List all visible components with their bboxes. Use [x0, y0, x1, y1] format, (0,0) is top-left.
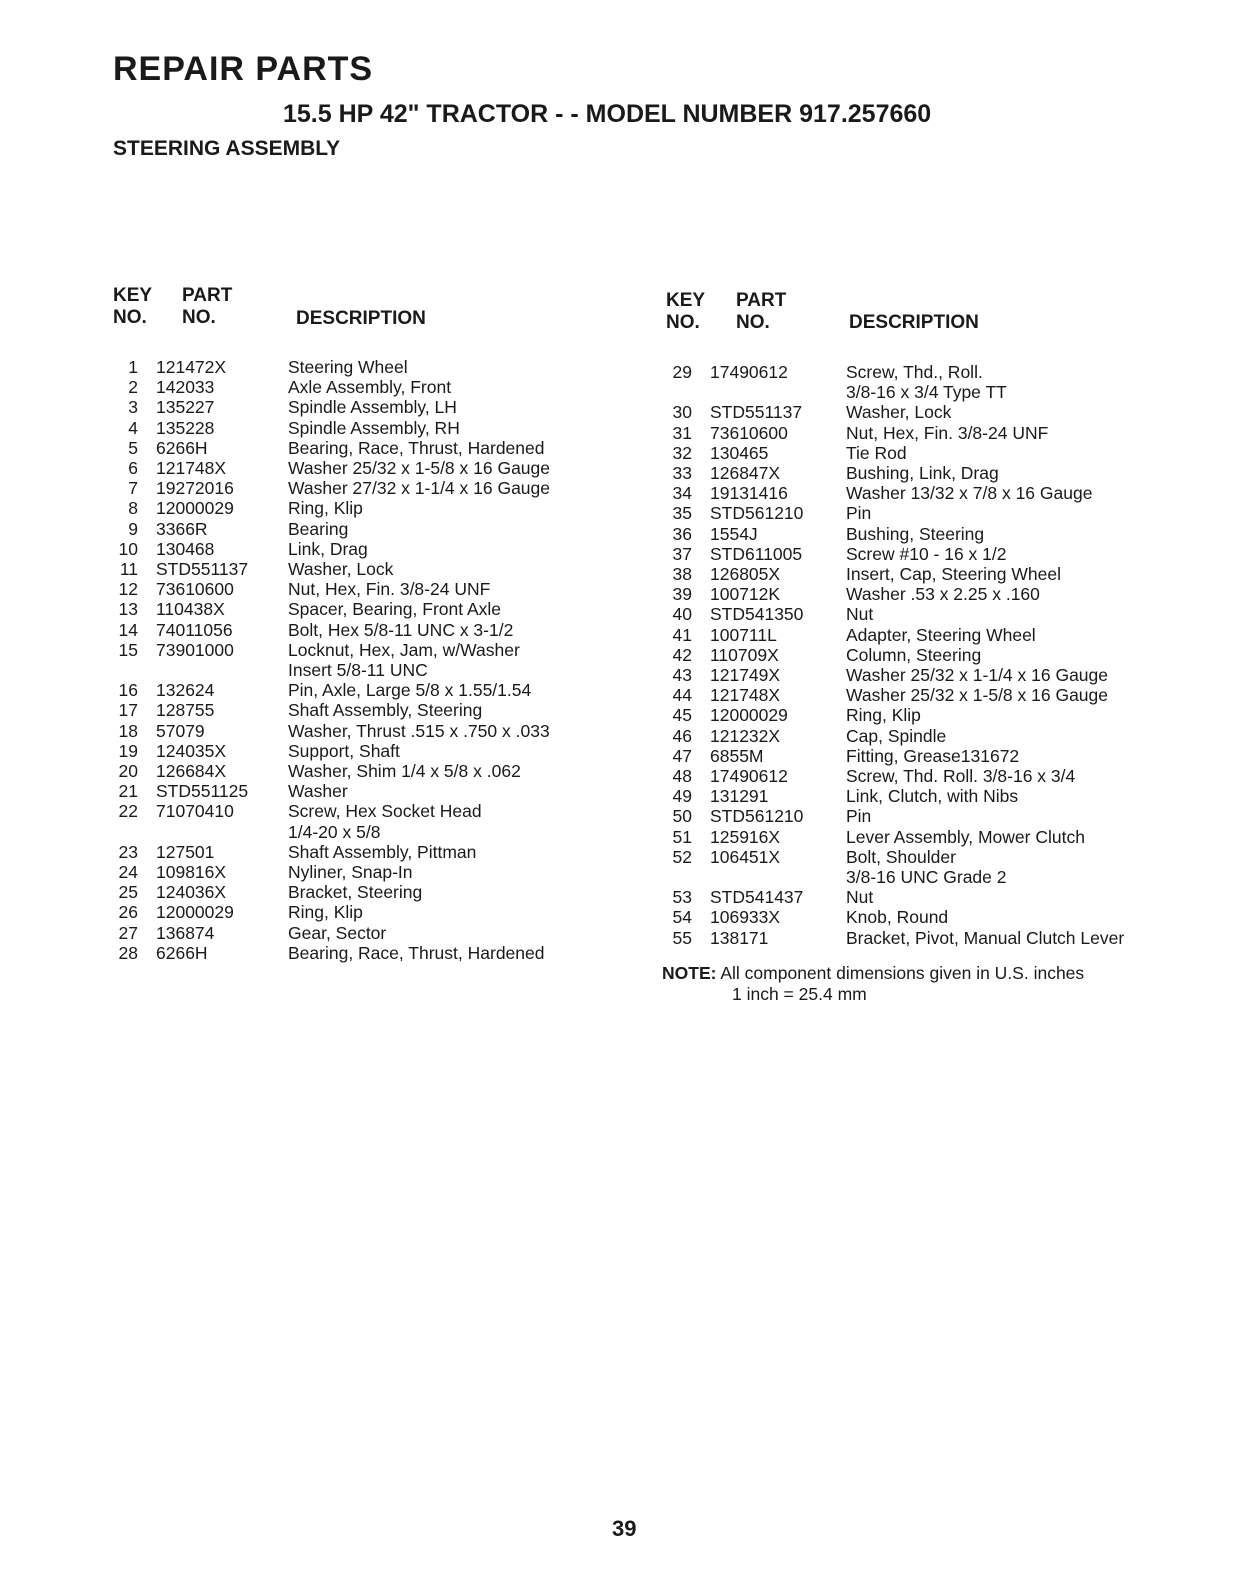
part-row: [108, 620, 550, 640]
part-row: [662, 645, 1124, 665]
part-row: [108, 418, 550, 438]
key-number: 7: [128, 478, 138, 499]
left-description-header: DESCRIPTION: [296, 308, 426, 329]
part-description: Pin: [846, 503, 872, 524]
part-row: [662, 827, 1124, 847]
part-row: [662, 625, 1124, 645]
right-parts-list: [662, 362, 1124, 948]
part-row: [108, 680, 550, 700]
part-number: 100712K: [710, 584, 781, 605]
part-row: [108, 862, 550, 882]
part-description: Bracket, Steering: [288, 882, 423, 903]
part-number: [138, 660, 288, 680]
part-number: 6855M: [710, 745, 764, 766]
key-number: 46: [672, 725, 692, 746]
part-description: Nut, Hex, Fin. 3/8-24 UNF: [288, 579, 491, 600]
key-number: 18: [118, 720, 138, 741]
part-number: 73901000: [156, 639, 234, 660]
key-number: 4: [128, 417, 138, 438]
part-number: 128755: [156, 700, 215, 721]
key-number: 11: [119, 559, 138, 580]
part-description: Washer, Thrust .515 x .750 x .033: [288, 720, 550, 741]
key-number: 45: [672, 705, 692, 726]
part-row: [108, 377, 550, 397]
left-key-header: KEY NO.: [113, 285, 153, 328]
part-row: [108, 781, 550, 801]
part-row: [662, 604, 1124, 624]
part-row-continuation: [108, 660, 550, 680]
part-description: Link, Drag: [288, 538, 368, 559]
part-row: [662, 423, 1124, 443]
part-row: [662, 746, 1124, 766]
part-row: [662, 564, 1124, 584]
part-row: [108, 539, 550, 559]
note-line-2: 1 inch = 25.4 mm: [732, 983, 867, 1004]
part-number: 135228: [156, 417, 215, 438]
part-row: [108, 801, 550, 821]
part-number: [692, 867, 846, 887]
part-number: 132624: [156, 680, 215, 701]
key-number: 49: [672, 786, 692, 807]
key-number: 41: [672, 624, 692, 645]
part-description: 3/8-16 UNC Grade 2: [846, 867, 1007, 888]
key-number: 42: [672, 644, 692, 665]
part-number: 121232X: [710, 725, 781, 746]
part-description: Lever Assembly, Mower Clutch: [846, 826, 1085, 847]
part-row: [108, 478, 550, 498]
key-number: [662, 867, 692, 887]
part-description: Washer 25/32 x 1-5/8 x 16 Gauge: [288, 458, 551, 479]
key-number: 35: [672, 503, 692, 524]
part-description: Spindle Assembly, RH: [288, 417, 460, 438]
key-number: 25: [118, 882, 138, 903]
part-description: Shaft Assembly, Steering: [288, 700, 483, 721]
part-row: [662, 907, 1124, 927]
part-description: Knob, Round: [846, 907, 949, 928]
part-description: Washer 13/32 x 7/8 x 16 Gauge: [846, 483, 1093, 504]
key-number: 3: [128, 397, 138, 418]
key-number: 20: [118, 761, 138, 782]
part-number: 121748X: [156, 458, 227, 479]
part-number: 121472X: [156, 357, 227, 377]
part-number: 74011056: [156, 619, 233, 640]
part-description: Nyliner, Snap-In: [288, 862, 413, 883]
part-description: Bushing, Link, Drag: [846, 463, 999, 484]
part-row: [108, 458, 550, 478]
part-number: 71070410: [156, 801, 234, 822]
part-row: [662, 726, 1124, 746]
key-number: 44: [672, 685, 692, 706]
part-description: Bearing: [288, 518, 349, 539]
part-row: [662, 705, 1124, 725]
part-description: Column, Steering: [846, 644, 982, 665]
key-number: 1: [128, 357, 138, 377]
part-description: Washer 25/32 x 1-5/8 x 16 Gauge: [846, 685, 1109, 706]
part-description: Screw, Hex Socket Head: [288, 801, 482, 822]
key-number: [108, 822, 138, 842]
part-description: Bolt, Shoulder: [846, 846, 956, 867]
part-description: Washer .53 x 2.25 x .160: [846, 584, 1040, 605]
key-number: 38: [672, 564, 692, 585]
key-number: 24: [118, 862, 138, 883]
part-number: 12000029: [156, 902, 234, 923]
part-description: Locknut, Hex, Jam, w/Washer: [288, 639, 520, 660]
part-description: Bolt, Hex 5/8-11 UNC x 3-1/2: [288, 619, 514, 640]
part-row: [108, 902, 550, 922]
key-number: 55: [672, 927, 692, 948]
part-row: [662, 786, 1124, 806]
part-row: [662, 483, 1124, 503]
part-number: 12000029: [156, 498, 234, 519]
part-number: 109816X: [156, 862, 227, 883]
part-number: 73610600: [156, 579, 234, 600]
part-description: Bracket, Pivot, Manual Clutch Lever: [846, 927, 1125, 948]
key-number: [108, 660, 138, 680]
part-description: Ring, Klip: [288, 498, 363, 519]
part-number: 17490612: [710, 766, 788, 787]
part-number: 57079: [156, 720, 205, 741]
part-number: 3366R: [156, 518, 208, 539]
part-row: [108, 923, 550, 943]
part-description: Ring, Klip: [288, 902, 363, 923]
key-number: 51: [672, 826, 692, 847]
part-row: [662, 887, 1124, 907]
key-number: 21: [118, 781, 138, 802]
part-row-continuation: [662, 867, 1124, 887]
left-part-header: PART NO.: [182, 285, 233, 328]
key-number: 34: [672, 483, 692, 504]
key-number: 13: [118, 599, 138, 620]
model-title: 15.5 HP 42" TRACTOR - - MODEL NUMBER 917.257660: [283, 100, 932, 128]
part-description: Washer, Shim 1/4 x 5/8 x .062: [288, 761, 521, 782]
part-number: STD561210: [710, 806, 804, 827]
part-number: 6266H: [156, 942, 208, 963]
part-number: 127501: [156, 841, 215, 862]
key-number: 6: [128, 458, 138, 479]
part-number: 138171: [710, 927, 769, 948]
part-row: [662, 463, 1124, 483]
part-row: [662, 847, 1124, 867]
key-number: 52: [672, 846, 692, 867]
part-description: Ring, Klip: [846, 705, 921, 726]
part-description: Screw, Thd. Roll. 3/8-16 x 3/4: [846, 766, 1076, 787]
part-row: [108, 498, 550, 518]
part-row: [662, 524, 1124, 544]
part-row: [108, 842, 550, 862]
part-description: Pin: [846, 806, 872, 827]
part-number: 126847X: [710, 463, 781, 484]
page-number: 39: [612, 1516, 637, 1541]
key-number: 30: [672, 402, 692, 423]
key-number: 22: [118, 801, 138, 822]
part-number: 1554J: [710, 523, 758, 544]
part-description: Washer, Lock: [846, 402, 952, 423]
part-row: [662, 544, 1124, 564]
part-description: Spacer, Bearing, Front Axle: [288, 599, 502, 620]
part-row: [108, 438, 550, 458]
part-row: [108, 721, 550, 741]
part-row: [108, 579, 550, 599]
part-description: Washer 25/32 x 1-1/4 x 16 Gauge: [846, 665, 1109, 686]
part-number: STD551137: [710, 402, 803, 423]
key-number: 14: [118, 619, 138, 640]
part-number: STD611005: [710, 543, 803, 564]
part-row-continuation: [662, 382, 1124, 402]
part-description: Cap, Spindle: [846, 725, 947, 746]
part-row: [662, 402, 1124, 422]
part-number: STD551137: [156, 559, 249, 580]
part-number: 12000029: [710, 705, 788, 726]
part-row: [662, 928, 1124, 948]
key-number: 2: [128, 377, 138, 398]
part-number: 126805X: [710, 564, 781, 585]
part-row: [662, 766, 1124, 786]
part-description: Pin, Axle, Large 5/8 x 1.55/1.54: [288, 680, 532, 701]
part-description: Washer 27/32 x 1-1/4 x 16 Gauge: [288, 478, 551, 499]
key-number: 37: [672, 543, 692, 564]
right-description-header: DESCRIPTION: [849, 312, 979, 333]
part-description: Support, Shaft: [288, 740, 400, 761]
right-key-header: KEY NO.: [666, 290, 706, 333]
part-number: 19131416: [710, 483, 788, 504]
part-description: Gear, Sector: [288, 922, 387, 943]
key-number: 5: [128, 437, 138, 458]
part-description: Tie Rod: [846, 442, 907, 463]
part-row: [662, 503, 1124, 523]
part-number: 126684X: [156, 761, 227, 782]
part-row-continuation: [108, 822, 550, 842]
part-number: 124036X: [156, 882, 227, 903]
part-row: [662, 806, 1124, 826]
part-row: [662, 665, 1124, 685]
key-number: 26: [118, 902, 138, 923]
key-number: 47: [672, 745, 692, 766]
part-description: Washer: [288, 781, 348, 802]
part-row: [108, 640, 550, 660]
part-number: 130465: [710, 442, 769, 463]
part-description: Nut, Hex, Fin. 3/8-24 UNF: [846, 422, 1049, 443]
part-description: 3/8-16 x 3/4 Type TT: [846, 382, 1007, 403]
part-description: Steering Wheel: [288, 357, 408, 377]
part-description: Shaft Assembly, Pittman: [288, 841, 477, 862]
key-number: 53: [672, 887, 692, 908]
page-title: REPAIR PARTS: [113, 50, 374, 88]
part-row: [108, 943, 550, 963]
part-description: 1/4-20 x 5/8: [288, 821, 381, 842]
part-row: [108, 599, 550, 619]
part-description: Insert 5/8-11 UNC: [288, 660, 428, 681]
part-description: Bearing, Race, Thrust, Hardened: [288, 942, 545, 963]
key-number: 27: [118, 922, 138, 943]
left-parts-list: [108, 357, 550, 963]
note: [662, 963, 1084, 1004]
key-number: 12: [118, 579, 138, 600]
part-row: [662, 685, 1124, 705]
key-number: 19: [118, 740, 138, 761]
part-number: 131291: [710, 786, 769, 807]
part-description: Fitting, Grease131672: [846, 745, 1020, 766]
key-number: 16: [118, 680, 138, 701]
part-number: 106933X: [710, 907, 781, 928]
part-number: 124035X: [156, 740, 227, 761]
part-description: Nut: [846, 604, 874, 625]
part-number: 121748X: [710, 685, 781, 706]
part-row: [108, 559, 550, 579]
key-number: 36: [672, 523, 692, 544]
part-description: Insert, Cap, Steering Wheel: [846, 564, 1061, 585]
key-number: 50: [672, 806, 692, 827]
key-number: 48: [672, 766, 692, 787]
section-title: STEERING ASSEMBLY: [113, 137, 341, 160]
part-row: [108, 519, 550, 539]
part-number: [692, 382, 846, 402]
part-row: [108, 700, 550, 720]
key-number: 29: [672, 362, 692, 382]
part-row: [108, 882, 550, 902]
key-number: 9: [128, 518, 138, 539]
note-label: NOTE:: [662, 963, 717, 983]
note-line-1: All component dimensions given in U.S. inches: [720, 963, 1085, 983]
part-row: [108, 397, 550, 417]
key-number: 40: [672, 604, 692, 625]
part-row: [108, 761, 550, 781]
part-row: [662, 443, 1124, 463]
part-number: STD541350: [710, 604, 804, 625]
key-number: 8: [128, 498, 138, 519]
part-description: Adapter, Steering Wheel: [846, 624, 1036, 645]
right-part-header: PART NO.: [736, 290, 787, 333]
part-row: [108, 741, 550, 761]
key-number: [662, 382, 692, 402]
part-number: 17490612: [710, 362, 788, 382]
key-number: 39: [672, 584, 692, 605]
part-number: 19272016: [156, 478, 234, 499]
part-number: 110438X: [156, 599, 225, 620]
key-number: 10: [118, 538, 138, 559]
part-number: 100711L: [710, 624, 777, 645]
part-number: 135227: [156, 397, 215, 418]
part-row: [662, 584, 1124, 604]
key-number: 15: [118, 639, 138, 660]
part-description: Link, Clutch, with Nibs: [846, 786, 1019, 807]
part-description: Nut: [846, 887, 874, 908]
part-row: [108, 357, 550, 377]
part-number: 136874: [156, 922, 215, 943]
part-description: Spindle Assembly, LH: [288, 397, 457, 418]
key-number: 31: [672, 422, 692, 443]
part-number: 73610600: [710, 422, 788, 443]
part-description: Bearing, Race, Thrust, Hardened: [288, 437, 545, 458]
part-number: 110709X: [710, 644, 779, 665]
part-number: 142033: [156, 377, 215, 398]
part-number: 125916X: [710, 826, 781, 847]
key-number: 54: [672, 907, 692, 928]
part-description: Bushing, Steering: [846, 523, 985, 544]
part-number: [138, 822, 288, 842]
part-number: STD551125: [156, 781, 249, 802]
key-number: 28: [118, 942, 138, 963]
part-number: 121749X: [710, 665, 781, 686]
key-number: 17: [118, 700, 138, 721]
part-description: Screw #10 - 16 x 1/2: [846, 543, 1007, 564]
part-row: [662, 362, 1124, 382]
key-number: 32: [672, 442, 692, 463]
key-number: 43: [672, 665, 692, 686]
part-number: 106451X: [710, 846, 781, 867]
key-number: 23: [118, 841, 138, 862]
part-description: Screw, Thd., Roll.: [846, 362, 983, 382]
part-description: Axle Assembly, Front: [288, 377, 452, 398]
part-number: 6266H: [156, 437, 208, 458]
part-number: STD561210: [710, 503, 804, 524]
part-number: 130468: [156, 538, 215, 559]
part-number: STD541437: [710, 887, 804, 908]
part-description: Washer, Lock: [288, 559, 394, 580]
key-number: 33: [672, 463, 692, 484]
